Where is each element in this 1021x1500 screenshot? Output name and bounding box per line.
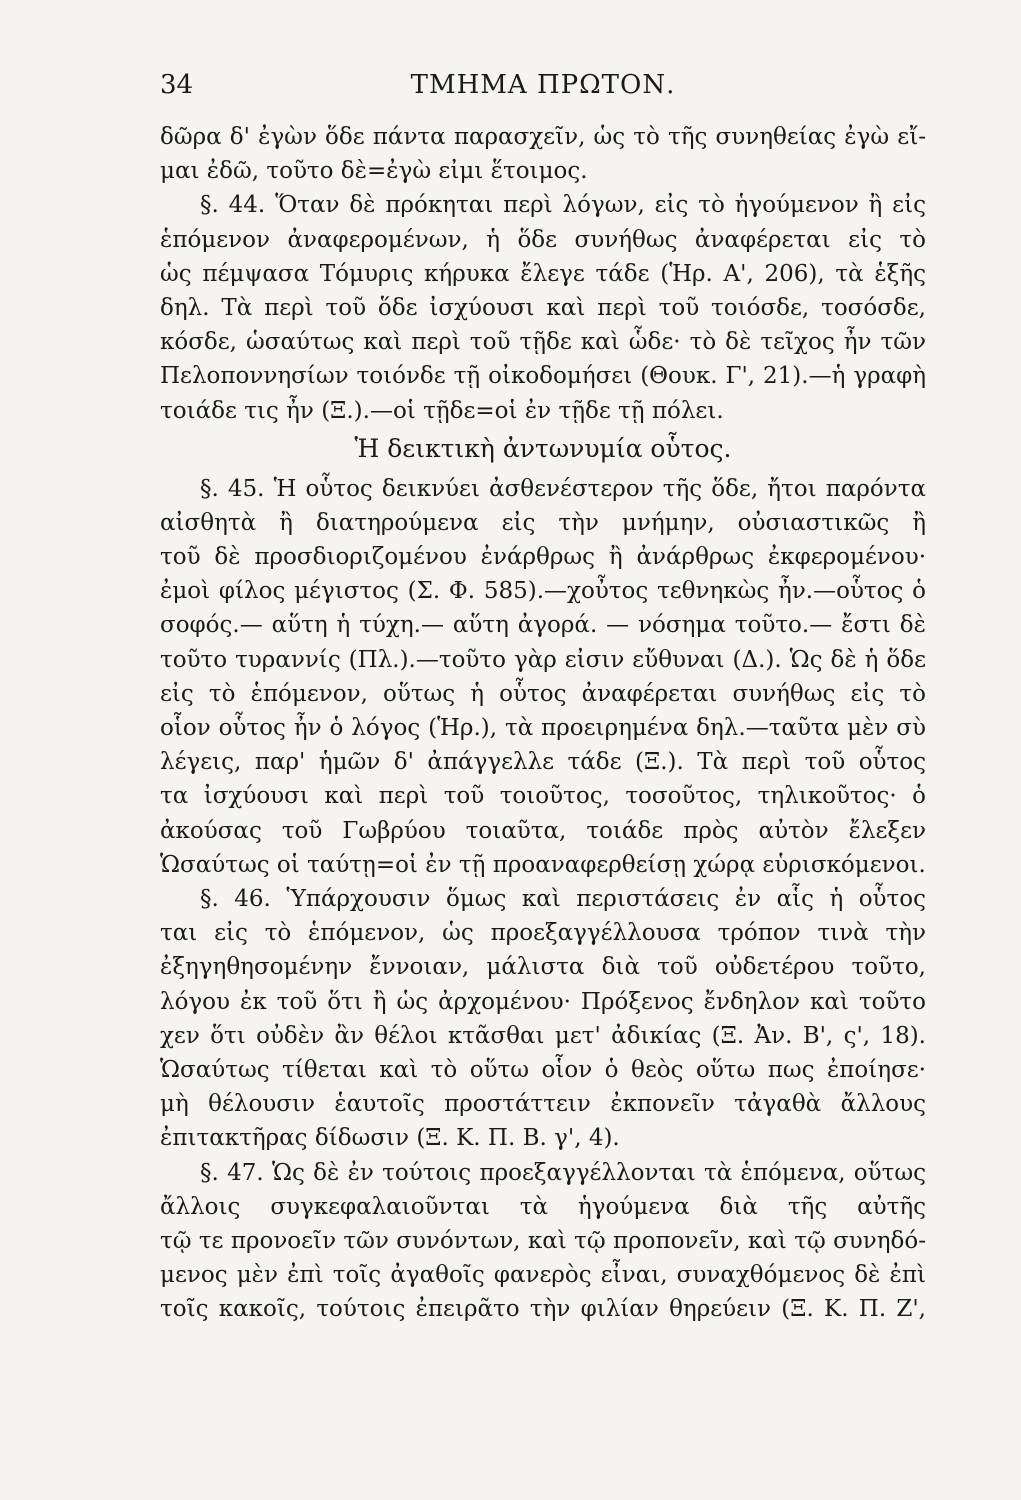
text-line: εἰς τὸ ἑπόμενον, οὕτως ἡ οὗτος ἀναφέρεται συνήθως εἰς τὸ (160, 680, 926, 707)
paragraph-47-start: §. 47. Ὡς δὲ ἐν τούτοις προεξαγγέλλονται τὰ ἑπόμενα, οὕτως (200, 1159, 926, 1186)
text-line: ὡς πέμψασα Τόμυρις κήρυκα ἔλεγε τάδε (Ἡρ. Α', 206), τὰ ἑξῆς (160, 260, 926, 287)
text-line: δηλ. Τὰ περὶ τοῦ ὅδε ἰσχύουσι καὶ περὶ τοῦ τοιόσδε, τοσόσδε, (160, 294, 926, 321)
page-number: 34 (160, 70, 194, 100)
paragraph-44-start: §. 44. Ὅταν δὲ πρόκηται περὶ λόγων, εἰς τὸ ἡγούμενον ἢ εἰς (200, 192, 926, 219)
text-line: λόγου ἐκ τοῦ ὅτι ἢ ὡς ἀρχομένου· Πρόξενος ἔνδηλον καὶ τοῦτο (160, 988, 926, 1015)
text-line: ἑπόμενον ἀναφερομένων, ἡ ὅδε συνήθως ἀναφέρεται εἰς τὸ (160, 226, 926, 253)
text-line: οἷον οὗτος ἦν ὁ λόγος (Ἡρ.), τὰ προειρημένα δηλ.—ταῦτα μὲν σὺ (160, 715, 926, 742)
text-line: τοῖς κακοῖς, τούτοις ἐπειρᾶτο τὴν φιλίαν θηρεύειν (Ξ. Κ. Π. Ζ', (160, 1296, 926, 1323)
text-line: αἰσθητὰ ἢ διατηρούμενα εἰς τὴν μνήμην, οὐσιαστικῶς ἢ (160, 509, 926, 536)
text-line: ἀκούσας τοῦ Γωβρύου τοιαῦτα, τοιάδε πρὸς αὐτὸν ἔλεξεν (160, 817, 926, 844)
text-line: Ὡσαύτως τίθεται καὶ τὸ οὕτω οἷον ὁ θεὸς οὕτω πως ἐποίησε· (160, 1056, 926, 1083)
text-line: τοῦτο τυραννίς (Πλ.).—τοῦτο γὰρ εἰσιν εὔθυναι (Δ.). Ὡς δὲ ἡ ὅδε (160, 646, 926, 673)
text-line: ἐξηγηθησομένην ἔννοιαν, μάλιστα διὰ τοῦ οὐδετέρου τοῦτο, (160, 954, 926, 981)
text-line: ἐπιτακτῆρας δίδωσιν (Ξ. Κ. Π. Β. γ', 4). (160, 1125, 620, 1152)
text-line: ἄλλοις συγκεφαλαιοῦνται τὰ ἡγούμενα διὰ τῆς αὐτῆς (160, 1193, 926, 1220)
text-line: τοῦ δὲ προσδιοριζομένου ἐνάρθρως ἢ ἀνάρθρως ἐκφερομένου· (160, 544, 926, 571)
text-line: τοιάδε τις ἦν (Ξ.).—οἱ τῇδε=οἱ ἐν τῇδε τῇ πόλει. (160, 397, 724, 424)
text-line: μαι ἐδῶ, τοῦτο δὲ=ἐγὼ εἰμι ἕτοιμος. (160, 158, 588, 185)
text-line: κόσδε, ὡσαύτως καὶ περὶ τοῦ τῇδε καὶ ὧδε· τὸ δὲ τεῖχος ἦν τῶν (160, 329, 926, 356)
text-line: ται εἰς τὸ ἑπόμενον, ὡς προεξαγγέλλουσα τρόπον τινὰ τὴν (160, 920, 926, 947)
text-line: Πελοποννησίων τοιόνδε τῇ οἰκοδομήσει (Θουκ. Γ', 21).—ἡ γραφὴ (160, 363, 926, 390)
text-line: μενος μὲν ἐπὶ τοῖς ἀγαθοῖς φανερὸς εἶναι, συναχθόμενος δὲ ἐπὶ (160, 1262, 926, 1289)
text-line: μὴ θέλουσιν ἑαυτοῖς προστάττειν ἐκπονεῖν τἀγαθὰ ἄλλους (160, 1091, 926, 1118)
text-line: τα ἰσχύουσι καὶ περὶ τοῦ τοιοῦτος, τοσοῦτος, τηλικοῦτος· ὁ (160, 783, 926, 810)
text-line: λέγεις, παρ' ἡμῶν δ' ἀπάγγελλε τάδε (Ξ.). Τὰ περὶ τοῦ οὗτος (160, 749, 926, 776)
text-line: Ὡσαύτως οἱ ταύτῃ=οἱ ἐν τῇ προαναφερθείσῃ χώρᾳ εὑρισκόμενοι. (160, 851, 926, 878)
page-header (160, 70, 926, 120)
text-line: χεν ὅτι οὐδὲν ἂν θέλοι κτᾶσθαι μετ' ἀδικίας (Ξ. Ἀν. Β', ς', 18). (160, 1022, 926, 1049)
text-line: δῶρα δ' ἐγὼν ὅδε πάντα παρασχεῖν, ὡς τὸ τῆς συνηθείας ἐγὼ εἴ- (160, 124, 926, 150)
text-line: τῷ τε προνοεῖν τῶν συνόντων, καὶ τῷ προπονεῖν, καὶ τῷ συνηδό- (160, 1227, 926, 1254)
paragraph-45-start: §. 45. Ἡ οὗτος δεικνύει ἀσθενέστερον τῆς ὅδε, ἤτοι παρόντα (200, 475, 926, 502)
text-line: σοφός.— αὕτη ἡ τύχη.— αὕτη ἀγορά. — νόσημα τοῦτο.— ἔστι δὲ (160, 612, 926, 639)
text-line: ἐμοὶ φίλος μέγιστος (Σ. Φ. 585).—χοὖτος τεθνηκὼς ἦν.—οὗτος ὁ (160, 578, 926, 605)
paragraph-46-start: §. 46. Ὑπάρχουσιν ὅμως καὶ περιστάσεις ἐν αἷς ἡ οὗτος (200, 885, 926, 912)
section-subheading: Ἡ δεικτικὴ ἀντωνυμία οὗτος. (354, 433, 732, 463)
body-text (160, 120, 926, 1326)
running-title: ΤΜΗΜΑ ΠΡΩΤΟΝ. (410, 70, 676, 100)
